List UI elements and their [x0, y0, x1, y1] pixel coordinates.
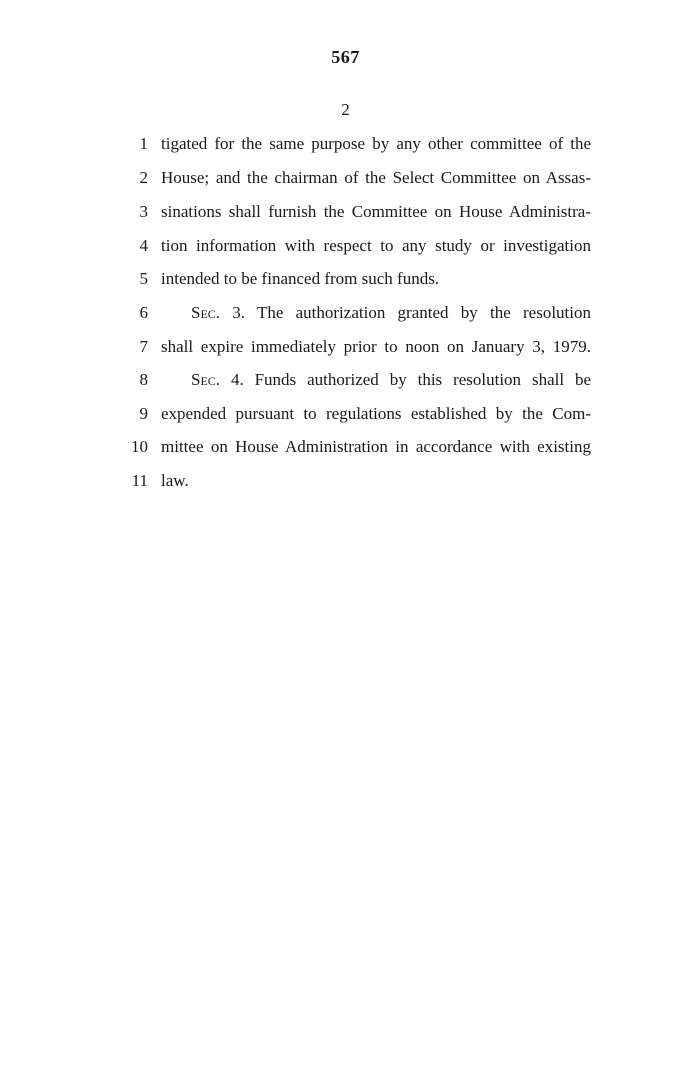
text-line — [0, 471, 691, 505]
text-line — [0, 337, 691, 371]
line-number: 7 — [139, 337, 148, 356]
line-number: 8 — [139, 370, 148, 389]
text-line — [0, 404, 691, 438]
line-number: 3 — [139, 202, 148, 221]
line-text — [191, 303, 591, 323]
line-number: 2 — [139, 168, 148, 187]
line-number: 4 — [139, 236, 148, 255]
text-line — [0, 370, 691, 404]
text-line — [0, 303, 691, 337]
page-number: 567 — [331, 47, 360, 67]
line-number: 9 — [139, 404, 148, 423]
line-text: expended pursuant to regulations established by the Com- — [161, 404, 591, 423]
section-label: Sec. — [191, 370, 221, 389]
line-text: tigated for the same purpose by any other committee of the — [161, 134, 591, 153]
text-line — [0, 236, 691, 270]
line-text: intended to be financed from such funds. — [161, 269, 440, 288]
line-text: mittee on House Administration in accordance with existing — [161, 437, 591, 456]
line-text — [191, 370, 591, 390]
line-text: House; and the chairman of the Select Committee on Assas- — [161, 168, 591, 187]
text-line — [0, 437, 691, 471]
line-number: 6 — [139, 303, 148, 322]
line-number: 11 — [131, 471, 148, 490]
text-line — [0, 269, 691, 303]
line-number: 5 — [139, 269, 148, 288]
text-line — [0, 202, 691, 236]
line-text: law. — [161, 471, 189, 490]
section-text: 3. The authorization granted by the resolution — [232, 303, 591, 322]
text-line — [0, 168, 691, 202]
section-label: Sec. — [191, 303, 221, 322]
line-text: shall expire immediately prior to noon on January 3, 1979. — [161, 337, 591, 356]
line-text: tion information with respect to any study or investigation — [161, 236, 591, 255]
line-number: 1 — [139, 134, 148, 153]
line-number: 10 — [131, 437, 148, 456]
line-text: sinations shall furnish the Committee on House Administra- — [161, 202, 591, 221]
section-text: 4. Funds authorized by this resolution shall be — [230, 370, 591, 389]
sheet-number: 2 — [341, 100, 350, 119]
text-line — [0, 134, 691, 168]
